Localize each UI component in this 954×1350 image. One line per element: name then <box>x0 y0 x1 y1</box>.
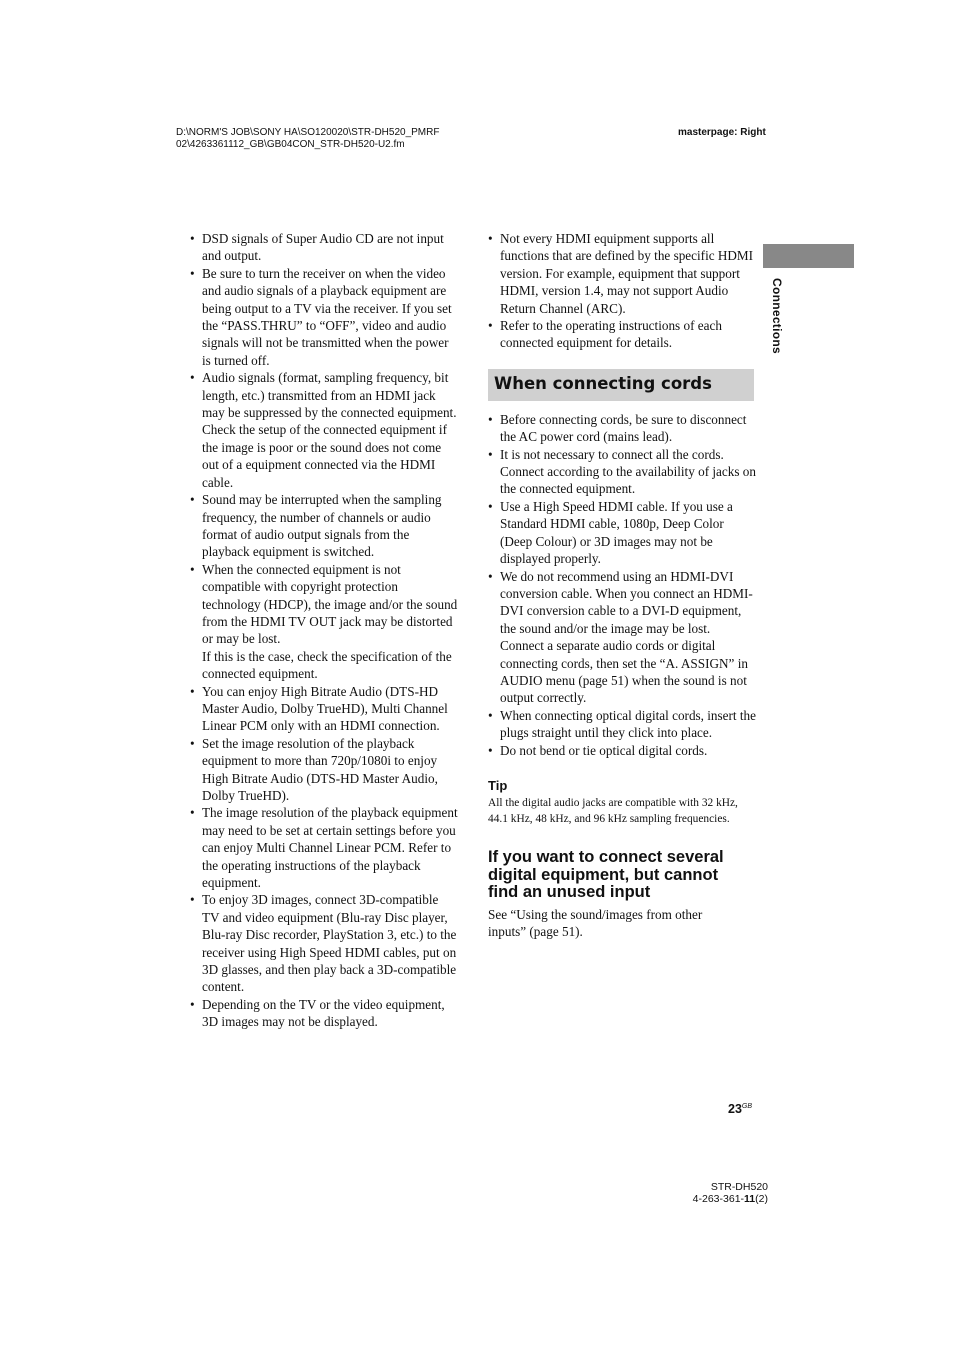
section-tab-label: Connections <box>770 278 784 354</box>
list-item <box>486 230 756 317</box>
section-heading: When connecting cords <box>488 369 754 401</box>
list-item-text: Depending on the TV or the video equipment, 3D images may not be displayed. <box>202 996 445 1030</box>
masterpage-label: masterpage: Right <box>678 127 766 138</box>
list-item <box>486 317 756 352</box>
list-item-note: If this is the case, check the specification of the connected equipment. <box>202 648 452 682</box>
list-item-text: Audio signals (format, sampling frequency, bit length, etc.) transmitted from an HDMI jack may be suppressed by the connected equipment. Check the setup of the connected equipment if the image is poor or the sound does not come out of a equipment connected via the HDMI cable. <box>202 370 457 490</box>
list-item <box>188 804 458 891</box>
list-item <box>486 411 756 446</box>
left-bullet-list <box>188 230 458 1031</box>
list-item-text: Before connecting cords, be sure to disconnect the AC power cord (mains lead). <box>500 411 747 445</box>
list-item <box>486 498 756 568</box>
footer-code-prefix: 4-263-361- <box>692 1193 745 1205</box>
list-item <box>486 742 756 759</box>
section-bullet-list <box>486 411 756 759</box>
file-path-header <box>176 127 506 151</box>
list-item <box>188 683 458 735</box>
list-item-text: To enjoy 3D images, connect 3D-compatible TV and video equipment (Blu-ray Disc player, Blu-ray Disc recorder, PlayStation 3, etc.) to the receiver using High Speed HDMI cables, put on 3D glasses, and then play back a 3D-compatible content. <box>202 892 457 995</box>
list-item <box>188 230 458 265</box>
left-column <box>188 230 458 1031</box>
list-item <box>188 491 458 561</box>
right-column <box>486 230 756 941</box>
list-item-text: It is not necessary to connect all the cords. Connect according to the availability of jacks on the connected equipment. <box>500 446 756 497</box>
list-item <box>188 996 458 1031</box>
page-number-suffix: GB <box>741 1103 753 1110</box>
list-item <box>486 568 756 707</box>
footer-model: STR-DH520 <box>710 1181 768 1193</box>
list-item <box>486 446 756 498</box>
list-item <box>188 265 458 369</box>
list-item-text: We do not recommend using an HDMI-DVI conversion cable. When you connect an HDMI-DVI conversion cable to a DVI-D equipment, the sound and/or the image may be lost. Connect a separate audio cords or digital connecting cords, then set the “A. ASSIGN” in AUDIO menu (page 51) when the sound is not output correctly. <box>500 568 753 706</box>
footer-code <box>680 1193 768 1205</box>
footer-code-suffix: (2) <box>755 1193 768 1205</box>
page-number-value: 23 <box>728 1102 742 1116</box>
subsection-heading: If you want to connect several digital equipment, but cannot find an unused input <box>488 848 724 902</box>
list-item-text: The image resolution of the playback equipment may need to be set at certain settings before you can enjoy Multi Channel Linear PCM. Refer to the operating instructions of the playback equipment. <box>202 805 458 891</box>
list-item-text: Be sure to turn the receiver on when the video and audio signals of a playback equipment are being output to a TV via the receiver. If you set the “PASS.THRU” to “OFF”, video and audio signals will not be transmitted when the power is turned off. <box>202 265 452 368</box>
page-number <box>728 1102 752 1116</box>
list-item <box>188 561 458 683</box>
list-item-text: Not every HDMI equipment supports all functions that are defined by the specific HDMI version. For example, equipment that support HDMI, version 1.4, may not support Audio Return Channel (ARC). <box>500 231 754 316</box>
list-item-text: Refer to the operating instructions of each connected equipment for details. <box>500 318 722 351</box>
list-item <box>188 735 458 805</box>
list-item-text: Use a High Speed HDMI cable. If you use a Standard HDMI cable, 1080p, Deep Color (Deep Colour) or 3D images may not be displayed properly. <box>500 498 733 567</box>
list-item-text: You can enjoy High Bitrate Audio (DTS-HD Master Audio, Dolby TrueHD), Multi Channel Linear PCM only with an HDMI connection. <box>202 683 448 734</box>
file-path-line-2: 02\4263361112_GB\GB04CON_STR-DH520-U2.fm <box>176 139 405 150</box>
tip-text: All the digital audio jacks are compatible with 32 kHz, 44.1 kHz, 48 kHz, and 96 kHz sampling frequencies. <box>488 797 738 826</box>
list-item-text: Set the image resolution of the playback equipment to more than 720p/1080i to enjoy High Bitrate Audio (DTS-HD Master Audio, Dolby TrueHD). <box>202 735 438 803</box>
tip-heading: Tip <box>488 777 508 793</box>
list-item-text: DSD signals of Super Audio CD are not input and output. <box>202 231 444 264</box>
list-item <box>486 707 756 742</box>
section-tab-marker <box>763 244 854 268</box>
footer-code-bold: 11 <box>744 1193 756 1205</box>
file-path-line-1: D:\NORM'S JOB\SONY HA\SO120020\STR-DH520_PMRF <box>176 127 440 138</box>
list-item-text: When the connected equipment is not compatible with copyright protection technology (HDCP), the image and/or the sound from the HDMI TV OUT jack may be distorted or may be lost. <box>202 561 458 647</box>
subsection-text: See “Using the sound/images from other inputs” (page 51). <box>488 906 703 940</box>
list-item-text: Sound may be interrupted when the sampling frequency, the number of channels or audio format of audio output signals from the playback equipment is switched. <box>202 492 442 560</box>
list-item-text: When connecting optical digital cords, insert the plugs straight until they click into place. <box>500 707 756 741</box>
document-footer <box>680 1181 768 1205</box>
list-item <box>188 891 458 995</box>
list-item-text: Do not bend or tie optical digital cords. <box>500 742 708 758</box>
list-item <box>188 369 458 491</box>
right-top-bullet-list <box>486 230 756 352</box>
